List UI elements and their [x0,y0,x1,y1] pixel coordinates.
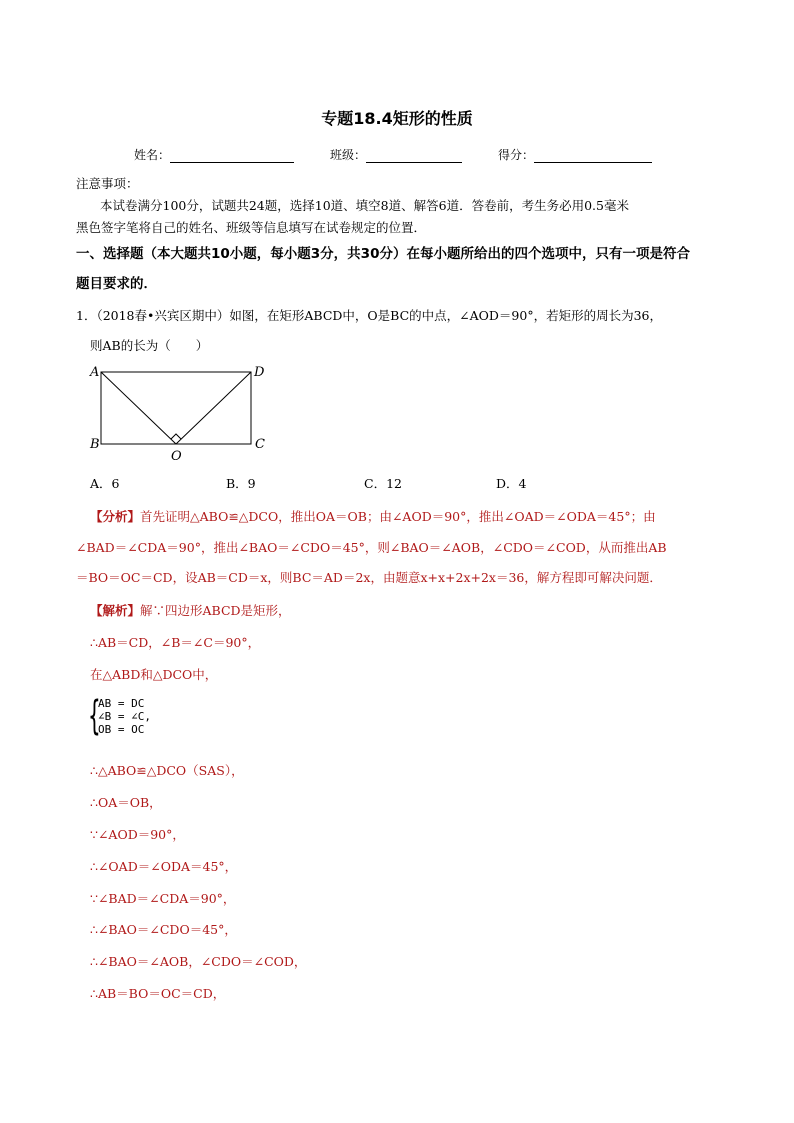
solution-step: ∴AB＝CD，∠B＝∠C＝90°， [90,635,261,650]
solution-step: ∴AB＝BO＝OC＝CD， [90,986,226,1001]
label-c: C [255,437,265,452]
label-d: D [254,365,265,380]
segment-ao [101,372,176,444]
right-angle-mark [171,434,181,439]
analysis-tag: 【分析】 [90,509,141,524]
equation-system [88,693,151,739]
label-b: B [90,437,100,452]
analysis-line-2: ∠BAD＝∠CDA＝90°，推出∠BAO＝∠CDO＝45°，则∠BAO＝∠AOB，∠CDO＝∠COD，从而推出AB [76,540,667,555]
system-line: ∠B = ∠C, [98,710,151,723]
system-brace: { [88,693,101,739]
rectangle-abcd [101,372,251,444]
option-d: D．4 [496,476,527,491]
option-a: A．6 [90,476,120,491]
question-1-stem-line-2: 则AB的长为（ ） [90,338,209,353]
solution-step: ∵∠BAD＝∠CDA＝90°， [90,891,236,906]
analysis-text-1: 首先证明△ABO≌△DCO，推出OA＝OB；由∠AOD＝90°，推出∠OAD＝∠ODA＝45°；由 [140,509,656,524]
section-heading-line-1: 一、选择题（本大题共10小题，每小题3分，共30分）在每小题所给出的四个选项中，只有一项是符合 [76,246,690,262]
class-blank[interactable] [366,149,462,163]
solution-step: 在△ABD和△DCO中， [90,667,218,682]
system-line: AB = DC [98,697,145,710]
class-label: 班级： [330,148,367,162]
analysis-line-1 [90,507,656,525]
student-info-row [134,146,652,163]
option-b: B．9 [226,476,256,491]
segment-do [176,372,251,444]
solution-step: ∴OA＝OB， [90,795,162,810]
notice-line-2: 黑色签字笔将自己的姓名、班级等信息填写在试卷规定的位置． [76,220,427,235]
solution-step: ∵∠AOD＝90°， [90,827,185,842]
notice-heading: 注意事项： [76,176,139,191]
section-heading-line-2: 题目要求的． [76,276,157,292]
rectangle-figure [86,360,286,464]
analysis-line-3: ＝BO＝OC＝CD，设AB＝CD＝x，则BC＝AD＝2x，由题意x+x+2x+2x＝36，解方程即可解决问题． [76,570,662,585]
system-line: OB = OC [98,723,145,736]
label-o: O [171,449,182,464]
score-label: 得分： [498,148,535,162]
notice-line-1: 本试卷满分100分，试题共24题，选择10道、填空8道、解答6道．答卷前，考生务必用0.5毫米 [100,198,629,213]
solution-line-1 [90,601,291,619]
label-a: A [90,365,100,380]
solution-step: ∴∠BAO＝∠AOB，∠CDO＝∠COD， [90,954,307,969]
name-blank[interactable] [170,149,294,163]
solution-step: ∴△ABO≌△DCO（SAS）， [90,763,244,778]
solution-text-1: 解∵四边形ABCD是矩形， [140,603,291,618]
question-1-stem-line-1: 1．（2018春•兴宾区期中）如图，在矩形ABCD中，O是BC的中点，∠AOD＝90°，若矩形的周长为36， [76,308,662,323]
score-blank[interactable] [534,149,652,163]
solution-step: ∴∠OAD＝∠ODA＝45°， [90,859,238,874]
solution-step: ∴∠BAO＝∠CDO＝45°， [90,922,237,937]
name-label: 姓名： [134,148,171,162]
option-c: C．12 [364,476,402,491]
solution-tag: 【解析】 [90,603,141,618]
page-title: 专题18.4矩形的性质 [321,109,473,128]
